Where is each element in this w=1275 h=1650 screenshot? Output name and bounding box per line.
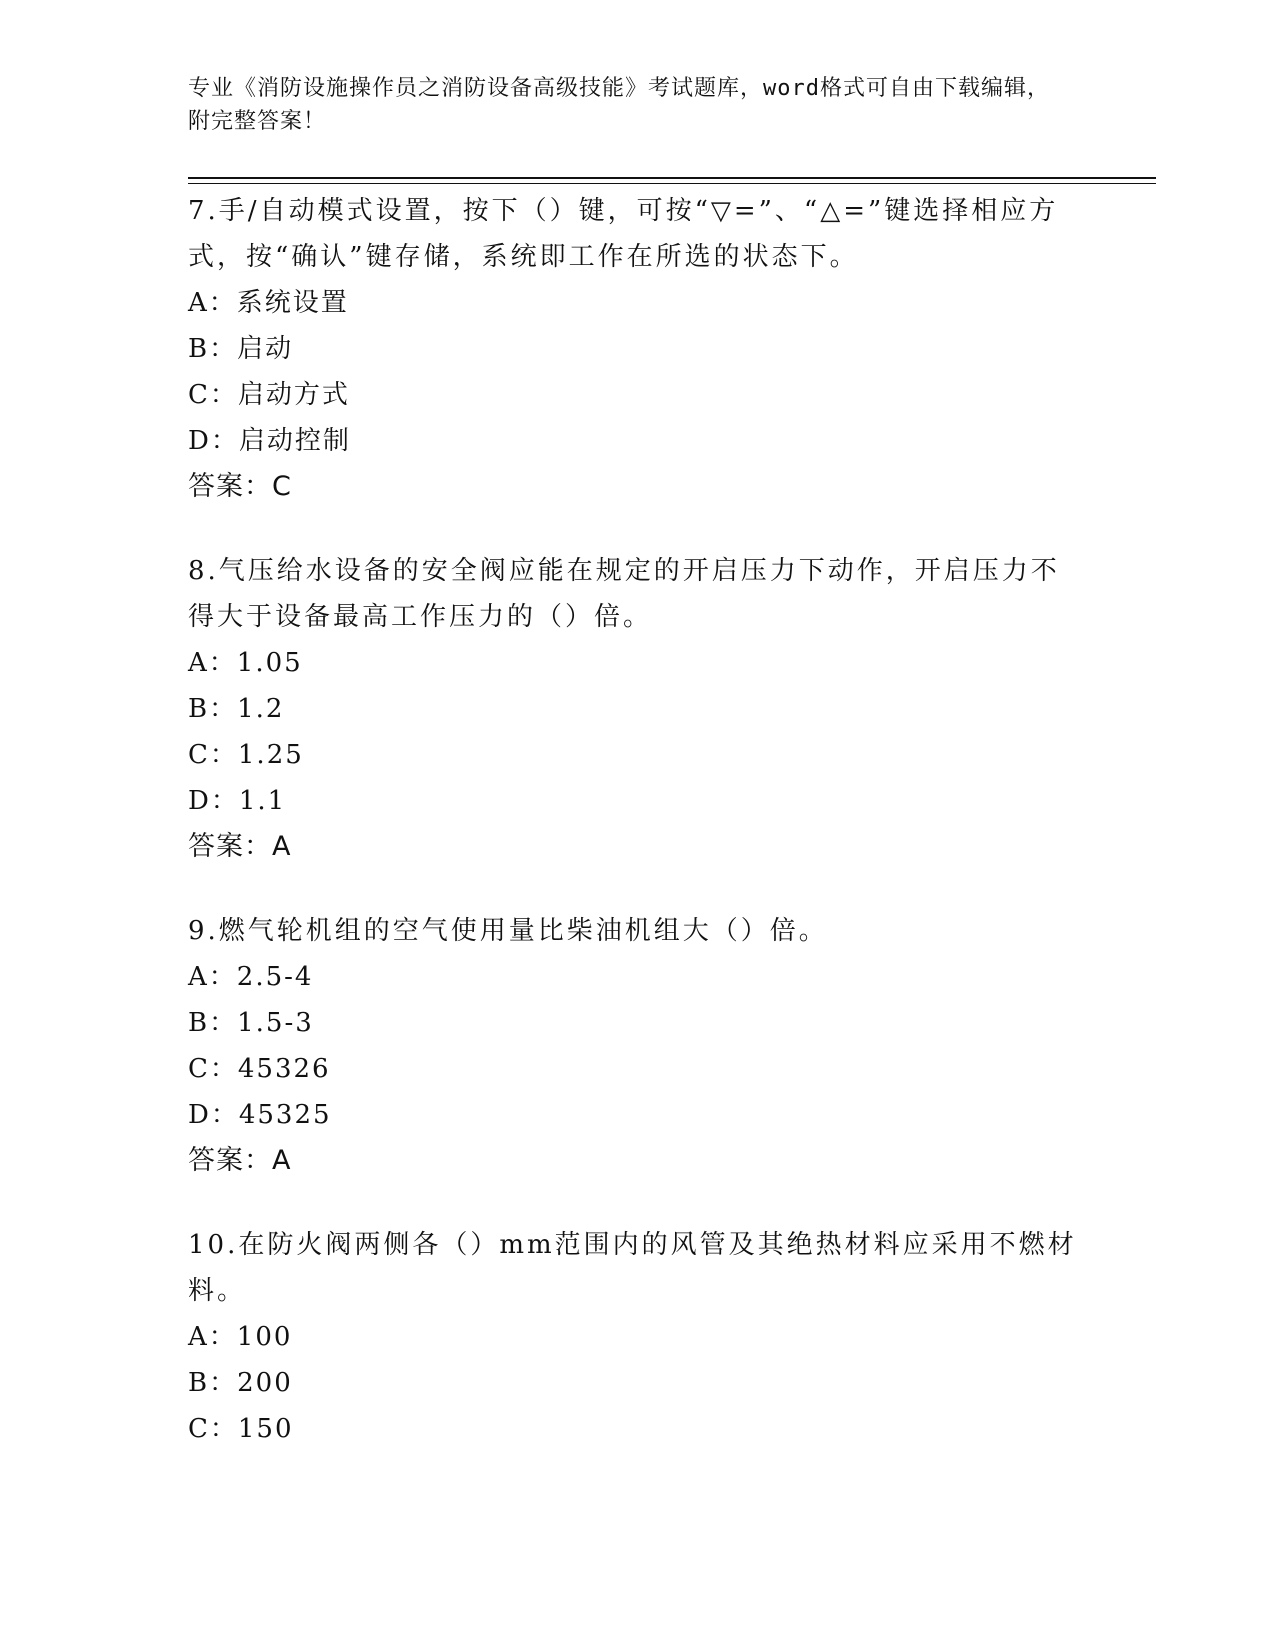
answer-line: 答案：A — [188, 1145, 292, 1176]
answer-line: 答案：A — [188, 831, 292, 862]
option-a: A：2.5-4 — [188, 962, 314, 992]
question-stem: 10.在防火阀两侧各（）mm范围内的风管及其绝热材料应采用不燃材料。 — [188, 1230, 1077, 1306]
option-c: C：1.25 — [188, 740, 304, 770]
question-stem: 7.手/自动模式设置，按下（）键，可按“▽=”、“△=”键选择相应方式，按“确认”键存储，系统即工作在所选的状态下。 — [188, 196, 1059, 272]
option-b: B：启动 — [188, 334, 294, 364]
option-c: C：45326 — [188, 1054, 331, 1084]
option-d: D：1.1 — [188, 786, 287, 816]
option-b: B：1.2 — [188, 694, 285, 724]
question-9 — [188, 908, 1088, 1184]
option-a: A：100 — [188, 1322, 293, 1352]
header-divider-top — [188, 177, 1156, 179]
option-a: A：系统设置 — [188, 288, 349, 318]
option-d: D：启动控制 — [188, 426, 351, 456]
question-10 — [188, 1222, 1088, 1452]
option-c: C：启动方式 — [188, 380, 350, 410]
question-stem: 8.气压给水设备的安全阀应能在规定的开启压力下动作，开启压力不得大于设备最高工作压力的（）倍。 — [188, 556, 1060, 632]
document-header: 专业《消防设施操作员之消防设备高级技能》考试题库，word格式可自由下载编辑，附完整答案！ — [188, 76, 1050, 134]
header-divider-bottom — [188, 183, 1156, 184]
option-b: B：1.5-3 — [188, 1008, 314, 1038]
option-d: D：45325 — [188, 1100, 332, 1130]
option-c: C：150 — [188, 1414, 294, 1444]
option-a: A：1.05 — [188, 648, 303, 678]
option-b: B：200 — [188, 1368, 293, 1398]
question-7 — [188, 188, 1088, 510]
question-stem: 9.燃气轮机组的空气使用量比柴油机组大（）倍。 — [188, 916, 828, 946]
answer-line: 答案：C — [188, 471, 292, 502]
question-8 — [188, 548, 1088, 870]
question-list — [188, 188, 1088, 1490]
